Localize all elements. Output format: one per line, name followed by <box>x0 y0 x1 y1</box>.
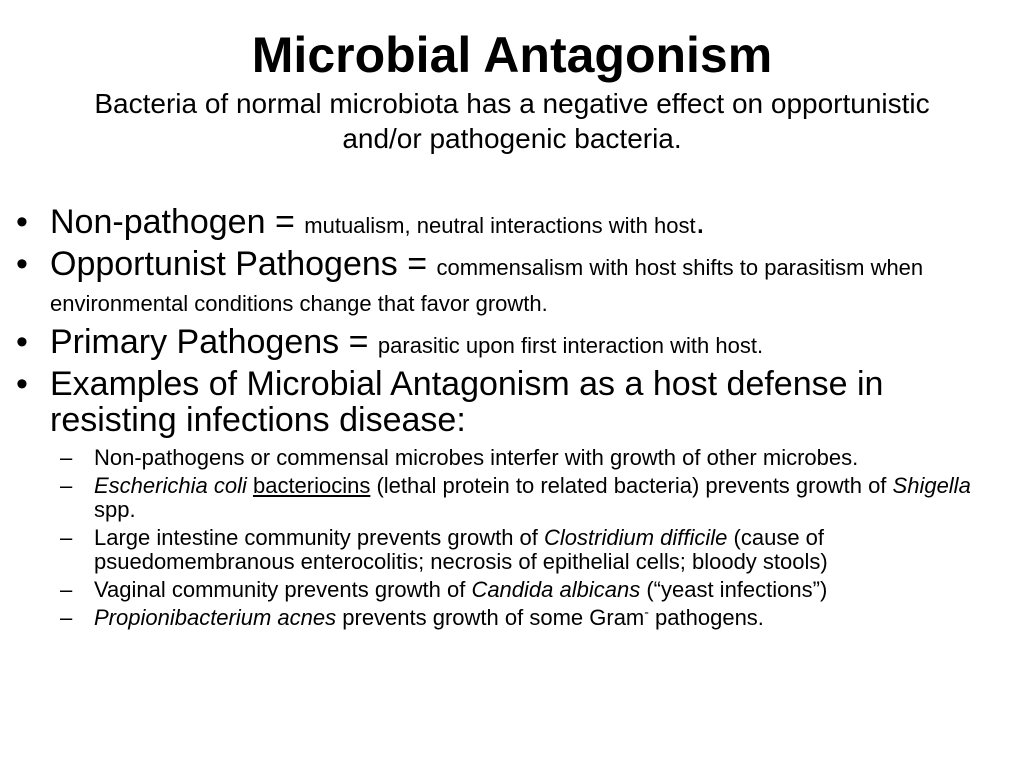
example-text: Vaginal community prevents growth of <box>94 577 472 602</box>
bullet-marker: • <box>16 323 28 361</box>
example-text: Large intestine community prevents growth of <box>94 525 545 550</box>
bullet-marker: • <box>16 245 28 283</box>
example-text: spp. <box>94 497 136 522</box>
example-italic: Clostridium difficile <box>544 525 728 550</box>
example-item <box>14 578 1004 602</box>
bullet-opportunist-pathogens <box>14 246 1004 318</box>
example-italic: Escherichia coli <box>94 473 247 498</box>
example-text: Non-pathogens or commensal microbes interfer with growth of other microbes. <box>94 445 859 470</box>
bullet-lead: Non-pathogen = <box>50 203 305 241</box>
example-italic: Shigella <box>892 473 971 498</box>
sub-marker: – <box>60 445 73 470</box>
example-italic: Candida albicans <box>471 577 641 602</box>
bullet-detail: parasitic upon first interaction with host. <box>377 333 764 358</box>
title-block <box>40 26 984 156</box>
examples-list <box>14 446 1004 630</box>
slide-title: Microbial Antagonism <box>251 27 773 83</box>
example-item <box>14 446 1004 470</box>
example-text: (cause of psuedomembranous enterocolitis; necrosis of epithelial cells; bloody stools) <box>94 525 828 574</box>
example-text: pathogens. <box>648 605 764 630</box>
example-text: (“yeast infections”) <box>640 577 828 602</box>
bullet-detail: mutualism, neutral interactions with host <box>304 213 696 238</box>
bullet-primary-pathogens <box>14 324 1004 360</box>
bullet-lead: Examples of Microbial Antagonism as a host defense in resisting infections disease: <box>50 365 884 439</box>
bullet-lead: Primary Pathogens = <box>50 323 378 361</box>
bullet-non-pathogen <box>14 204 1004 240</box>
bullet-marker: • <box>16 203 28 241</box>
bullet-list <box>14 204 1004 634</box>
example-text: prevents growth of some Gram <box>336 605 645 630</box>
superscript-minus: - <box>644 603 649 620</box>
example-italic: Propionibacterium acnes <box>94 605 337 630</box>
bullet-examples <box>14 366 1004 438</box>
sub-marker: – <box>60 473 73 498</box>
bullet-marker: • <box>16 365 28 403</box>
sub-marker: – <box>60 577 73 602</box>
bullet-lead: Opportunist Pathogens = <box>50 245 437 283</box>
example-text: (lethal protein to related bacteria) prevents growth of <box>370 473 893 498</box>
slide-subtitle: Bacteria of normal microbiota has a negative effect on opportunistic and/or pathogenic bacteria. <box>94 88 930 154</box>
bullet-detail: commensalism with host shifts to parasitism when environmental conditions change that favor growth. <box>50 255 924 316</box>
sub-marker: – <box>60 605 73 630</box>
example-underline: bacteriocins <box>252 473 371 498</box>
bullet-end: . <box>695 203 706 241</box>
example-item <box>14 526 1004 574</box>
example-item <box>14 603 1004 630</box>
sub-marker: – <box>60 525 73 550</box>
example-item <box>14 474 1004 522</box>
